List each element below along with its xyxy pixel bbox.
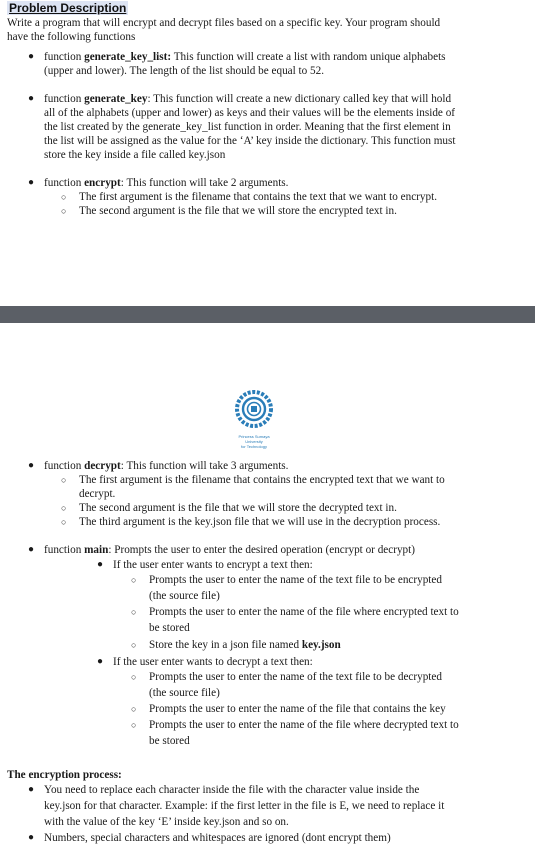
generate-key-list-line-2: (upper and lower). The length of the list should be equal to 52. xyxy=(44,65,325,77)
intro-line-2: have the following functions xyxy=(7,31,136,43)
process-title: The encryption process: xyxy=(7,769,122,781)
sub-bullet-icon: ○ xyxy=(61,503,67,513)
sub-bullet-icon: ○ xyxy=(61,192,67,202)
bullet-icon: ● xyxy=(28,51,35,62)
decrypt-arg-1-line-1: The first argument is the filename that contains the encrypted text that we want to xyxy=(79,474,445,486)
bullet-icon: ● xyxy=(28,460,35,471)
university-logo xyxy=(228,389,280,449)
encrypt-case-step-2-line-2: be stored xyxy=(149,622,190,634)
decrypt-arg-1-line-2: decrypt. xyxy=(79,488,116,500)
decrypt-arg-3: The third argument is the key.json file that we will use in the decryption process. xyxy=(79,516,441,528)
sub-bullet-icon: ○ xyxy=(131,704,137,714)
generate-key-line-5: store the key inside a file called key.json xyxy=(44,149,226,161)
encrypt-case-step-2-line-1: Prompts the user to enter the name of the file where encrypted text to xyxy=(149,606,459,618)
encrypt-arg-1: The first argument is the filename that contains the text that we want to encrypt. xyxy=(79,191,437,203)
sub-bullet-icon: ○ xyxy=(131,640,137,650)
sub-bullet-icon: ○ xyxy=(131,607,137,617)
generate-key-line-4: the list will be assigned as the value for the ‘A’ key inside the dictionary. This function must xyxy=(44,135,456,147)
sub-bullet-icon: ○ xyxy=(131,720,137,730)
sub-bullet-icon: ○ xyxy=(131,672,137,682)
decrypt-case-title: If the user enter wants to decrypt a text then: xyxy=(113,656,313,668)
decrypt-arg-2: The second argument is the file that we will store the decrypted text in. xyxy=(79,502,397,514)
bullet-icon: ● xyxy=(28,93,35,104)
sub-bullet-icon: ○ xyxy=(131,575,137,585)
university-logo-icon xyxy=(231,389,277,429)
process-bullet-1-line-1: You need to replace each character inside the file with the character value inside the xyxy=(44,784,420,796)
decrypt-case-step-3-line-2: be stored xyxy=(149,735,190,747)
generate-key-line-3: the list created by the generate_key_list function in order. Meaning that the first element in xyxy=(44,121,451,133)
encrypt-case-title: If the user enter wants to encrypt a text then: xyxy=(113,559,313,571)
process-bullet-1-line-3: with the value of the key ‘E’ inside key.json and so on. xyxy=(44,816,289,828)
main-line: function main: Prompts the user to enter the desired operation (encrypt or decrypt) xyxy=(44,544,415,556)
generate-key-list-line-1: function generate_key_list: This function will create a list with random unique alphabets xyxy=(44,51,446,63)
process-bullet-1-line-2: key.json for that character. Example: if the first letter in the file is E, we need to replace it xyxy=(44,800,445,812)
section-heading: Problem Description xyxy=(9,1,127,15)
decrypt-case-step-2: Prompts the user to enter the name of the file that contains the key xyxy=(149,703,446,715)
encrypt-arg-2: The second argument is the file that we will store the encrypted text in. xyxy=(79,205,397,217)
encrypt-case-step-1-line-2: (the source file) xyxy=(149,590,220,602)
sub-bullet-icon: ○ xyxy=(61,517,67,527)
bullet-icon: ● xyxy=(28,544,35,555)
bullet-icon: ● xyxy=(97,559,104,570)
generate-key-line-1: function generate_key: This function will create a new dictionary called key that will hold xyxy=(44,93,452,105)
decrypt-case-step-1-line-1: Prompts the user to enter the name of the text file to be decrypted xyxy=(149,671,442,683)
encrypt-line: function encrypt: This function will take 2 arguments. xyxy=(44,177,289,189)
logo-caption-english: Princess Sumaya University for Technology xyxy=(238,434,270,449)
process-bullet-2: Numbers, special characters and whitespaces are ignored (dont encrypt them) xyxy=(44,832,391,844)
generate-key-line-2: all of the alphabets (upper and lower) as keys and their values will be the elements inside of xyxy=(44,107,456,119)
sub-bullet-icon: ○ xyxy=(61,206,67,216)
decrypt-case-step-3-line-1: Prompts the user to enter the name of the file where decrypted text to xyxy=(149,719,459,731)
encrypt-case-step-3: Store the key in a json file named key.json xyxy=(149,639,341,651)
bullet-icon: ● xyxy=(28,832,35,843)
bullet-icon: ● xyxy=(28,177,35,188)
encrypt-case-step-1-line-1: Prompts the user to enter the name of the text file to be encrypted xyxy=(149,574,442,586)
decrypt-case-step-1-line-2: (the source file) xyxy=(149,687,220,699)
bullet-icon: ● xyxy=(28,784,35,795)
intro-line-1: Write a program that will encrypt and decrypt files based on a specific key. Your program should xyxy=(7,17,441,29)
sub-bullet-icon: ○ xyxy=(61,475,67,485)
page-separator xyxy=(0,306,535,323)
decrypt-line: function decrypt: This function will take 3 arguments. xyxy=(44,460,289,472)
bullet-icon: ● xyxy=(97,656,104,667)
